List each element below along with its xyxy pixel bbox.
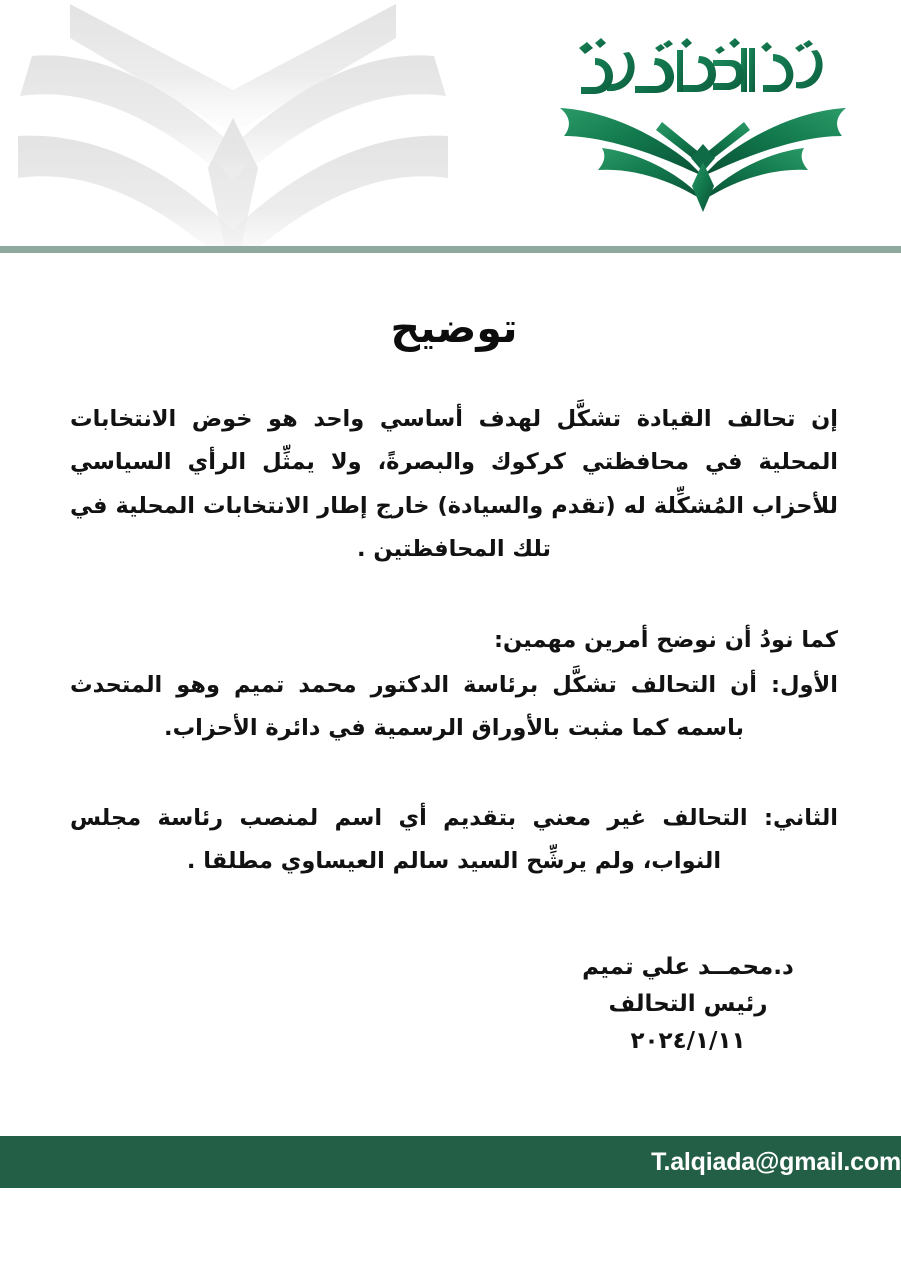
document-header [0, 0, 901, 253]
alliance-wings-watermark-icon [18, 0, 448, 253]
paragraph-2 [70, 619, 838, 751]
document-body [0, 253, 901, 1136]
signature-block [538, 949, 838, 1061]
header-divider [0, 246, 901, 253]
paragraph-2-body: الأول: أن التحالف تشكَّل برئاسة الدكتور محمد تميم وهو المتحدث باسمه كما مثبت بالأوراق الرسمية في دائرة الأحزاب. [70, 672, 838, 742]
page-title: توضيح [390, 304, 518, 352]
contact-email[interactable]: T.alqiada@gmail.com [651, 1147, 901, 1176]
signature-date: ٢٠٢٤/١/١١ [630, 1028, 746, 1055]
document-footer [0, 1136, 901, 1188]
paragraph-2-lead: كما نودُ أن نوضح أمرين مهمين: [494, 627, 838, 653]
paragraph-3: الثاني: التحالف غير معني بتقديم أي اسم لمنصب رئاسة مجلس النواب، ولم يرشِّح السيد سالم العيساوي مطلقا . [70, 804, 838, 874]
alliance-logo [553, 34, 853, 219]
signature-name: د.محمــد علي تميم [582, 953, 794, 980]
alliance-wings-emblem-icon [558, 100, 848, 212]
paragraph-1: إن تحالف القيادة تشكَّل لهدف أساسي واحد هو خوض الانتخابات المحلية في محافظتي كركوك والبصرةً، ولا يمثِّل الرأي السياسي للأحزاب المُشكِّلة له (تقدم والسيادة) خارج إطار الانتخابات المحلية في تلك المحافظتين . [70, 406, 838, 562]
signature-role: رئيس التحالف [608, 991, 768, 1018]
